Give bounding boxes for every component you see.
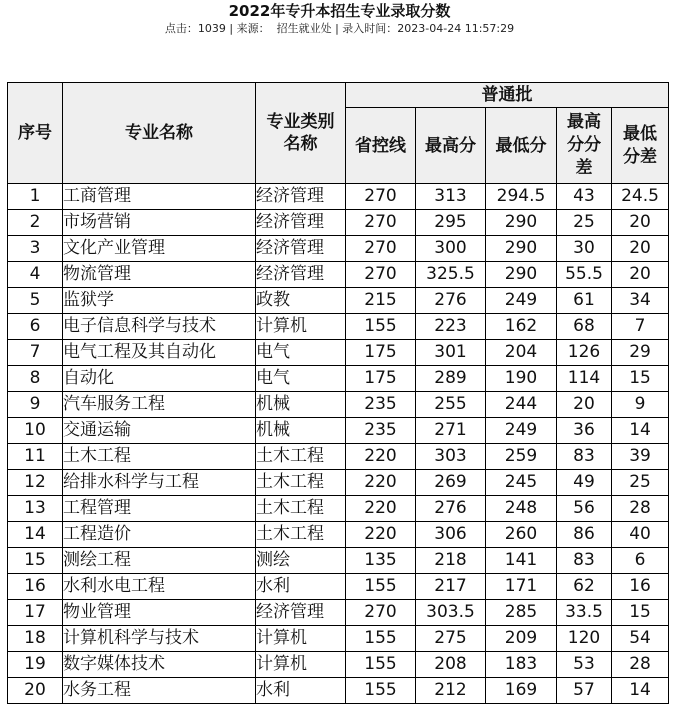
cell-min-diff: 40	[612, 522, 669, 548]
cell-min-diff: 14	[612, 678, 669, 704]
article-meta	[0, 21, 679, 37]
cell-max-diff: 56	[557, 496, 612, 522]
cell-index: 14	[8, 522, 63, 548]
cell-max-score: 271	[416, 418, 486, 444]
meta-separator: |	[225, 22, 237, 35]
cell-min-score: 162	[486, 314, 557, 340]
table-row	[8, 236, 669, 262]
cell-min-score: 285	[486, 600, 557, 626]
cell-major-name: 物流管理	[63, 262, 256, 288]
table-row	[8, 600, 669, 626]
cell-max-score: 325.5	[416, 262, 486, 288]
page-title: 2022年专升本招生专业录取分数	[228, 2, 451, 20]
cell-max-diff: 53	[557, 652, 612, 678]
cell-min-score: 290	[486, 210, 557, 236]
cell-control-line: 220	[346, 444, 416, 470]
cell-min-score: 169	[486, 678, 557, 704]
table-row	[8, 392, 669, 418]
cell-max-score: 306	[416, 522, 486, 548]
cell-min-score: 249	[486, 288, 557, 314]
cell-index: 8	[8, 366, 63, 392]
cell-max-score: 300	[416, 236, 486, 262]
cell-control-line: 270	[346, 210, 416, 236]
cell-max-diff: 57	[557, 678, 612, 704]
cell-control-line: 155	[346, 626, 416, 652]
entry-time: 录入时间：2023-04-24 11:57:29	[342, 22, 515, 35]
cell-index: 10	[8, 418, 63, 444]
cell-max-diff: 120	[557, 626, 612, 652]
header-min-score: 最低分	[486, 108, 557, 184]
cell-major-name: 水利水电工程	[63, 574, 256, 600]
cell-max-score: 276	[416, 288, 486, 314]
cell-max-diff: 62	[557, 574, 612, 600]
cell-category: 经济管理	[256, 236, 346, 262]
cell-index: 2	[8, 210, 63, 236]
cell-max-diff: 83	[557, 548, 612, 574]
cell-category: 土木工程	[256, 470, 346, 496]
cell-min-diff: 34	[612, 288, 669, 314]
cell-max-score: 295	[416, 210, 486, 236]
cell-control-line: 155	[346, 652, 416, 678]
cell-min-score: 245	[486, 470, 557, 496]
cell-index: 7	[8, 340, 63, 366]
cell-min-diff: 9	[612, 392, 669, 418]
cell-max-diff: 49	[557, 470, 612, 496]
cell-index: 20	[8, 678, 63, 704]
cell-max-score: 255	[416, 392, 486, 418]
cell-max-score: 218	[416, 548, 486, 574]
table-row	[8, 210, 669, 236]
cell-major-name: 数字媒体技术	[63, 652, 256, 678]
cell-category: 电气	[256, 366, 346, 392]
cell-index: 1	[8, 184, 63, 210]
cell-max-score: 269	[416, 470, 486, 496]
table-row	[8, 470, 669, 496]
cell-category: 经济管理	[256, 184, 346, 210]
cell-max-diff: 33.5	[557, 600, 612, 626]
cell-major-name: 汽车服务工程	[63, 392, 256, 418]
cell-major-name: 监狱学	[63, 288, 256, 314]
cell-max-diff: 43	[557, 184, 612, 210]
cell-category: 政教	[256, 288, 346, 314]
header-control-line: 省控线	[346, 108, 416, 184]
cell-min-score: 204	[486, 340, 557, 366]
cell-max-diff: 126	[557, 340, 612, 366]
cell-min-diff: 28	[612, 652, 669, 678]
cell-min-diff: 15	[612, 366, 669, 392]
cell-category: 电气	[256, 340, 346, 366]
header-major-name: 专业名称	[63, 83, 256, 184]
cell-major-name: 交通运输	[63, 418, 256, 444]
table-row	[8, 548, 669, 574]
cell-major-name: 工程管理	[63, 496, 256, 522]
table-row	[8, 626, 669, 652]
cell-index: 18	[8, 626, 63, 652]
cell-max-score: 303.5	[416, 600, 486, 626]
cell-min-diff: 20	[612, 236, 669, 262]
cell-max-diff: 36	[557, 418, 612, 444]
cell-max-score: 313	[416, 184, 486, 210]
cell-max-diff: 30	[557, 236, 612, 262]
cell-control-line: 220	[346, 522, 416, 548]
table-header	[8, 83, 669, 184]
cell-min-diff: 54	[612, 626, 669, 652]
cell-control-line: 220	[346, 470, 416, 496]
cell-max-diff: 86	[557, 522, 612, 548]
cell-min-diff: 29	[612, 340, 669, 366]
cell-category: 机械	[256, 418, 346, 444]
cell-control-line: 270	[346, 600, 416, 626]
cell-control-line: 215	[346, 288, 416, 314]
meta-separator: |	[331, 22, 343, 35]
cell-control-line: 155	[346, 574, 416, 600]
cell-category: 经济管理	[256, 210, 346, 236]
cell-major-name: 工程造价	[63, 522, 256, 548]
cell-index: 17	[8, 600, 63, 626]
table-row	[8, 418, 669, 444]
click-count: 点击：1039	[164, 22, 226, 35]
cell-major-name: 文化产业管理	[63, 236, 256, 262]
header-max-score: 最高分	[416, 108, 486, 184]
header-group-regular-batch: 普通批	[346, 83, 669, 108]
cell-control-line: 270	[346, 184, 416, 210]
cell-max-diff: 61	[557, 288, 612, 314]
cell-major-name: 市场营销	[63, 210, 256, 236]
cell-max-diff: 83	[557, 444, 612, 470]
table-row	[8, 574, 669, 600]
cell-major-name: 土木工程	[63, 444, 256, 470]
cell-major-name: 测绘工程	[63, 548, 256, 574]
cell-index: 19	[8, 652, 63, 678]
cell-index: 11	[8, 444, 63, 470]
cell-control-line: 220	[346, 496, 416, 522]
table-row	[8, 340, 669, 366]
cell-category: 水利	[256, 574, 346, 600]
cell-category: 计算机	[256, 314, 346, 340]
cell-max-diff: 20	[557, 392, 612, 418]
table-row	[8, 366, 669, 392]
cell-max-diff: 55.5	[557, 262, 612, 288]
cell-major-name: 电子信息科学与技术	[63, 314, 256, 340]
cell-min-diff: 7	[612, 314, 669, 340]
cell-category: 经济管理	[256, 262, 346, 288]
cell-category: 测绘	[256, 548, 346, 574]
cell-index: 12	[8, 470, 63, 496]
table-row	[8, 678, 669, 704]
cell-control-line: 155	[346, 314, 416, 340]
cell-control-line: 155	[346, 678, 416, 704]
cell-max-score: 208	[416, 652, 486, 678]
cell-category: 土木工程	[256, 444, 346, 470]
table-row	[8, 184, 669, 210]
cell-min-diff: 24.5	[612, 184, 669, 210]
cell-index: 15	[8, 548, 63, 574]
cell-min-diff: 25	[612, 470, 669, 496]
cell-max-score: 223	[416, 314, 486, 340]
cell-index: 4	[8, 262, 63, 288]
cell-min-score: 209	[486, 626, 557, 652]
cell-index: 3	[8, 236, 63, 262]
cell-max-score: 217	[416, 574, 486, 600]
cell-max-score: 276	[416, 496, 486, 522]
cell-min-score: 183	[486, 652, 557, 678]
cell-min-diff: 15	[612, 600, 669, 626]
cell-min-diff: 20	[612, 210, 669, 236]
cell-min-diff: 20	[612, 262, 669, 288]
header-category: 专业类别名称	[256, 83, 346, 184]
cell-category: 计算机	[256, 652, 346, 678]
cell-category: 土木工程	[256, 496, 346, 522]
cell-min-score: 141	[486, 548, 557, 574]
cell-major-name: 给排水科学与工程	[63, 470, 256, 496]
cell-min-score: 290	[486, 262, 557, 288]
cell-control-line: 270	[346, 236, 416, 262]
cell-control-line: 270	[346, 262, 416, 288]
table-row	[8, 496, 669, 522]
cell-major-name: 工商管理	[63, 184, 256, 210]
cell-category: 计算机	[256, 626, 346, 652]
cell-min-score: 249	[486, 418, 557, 444]
table-body	[8, 184, 669, 704]
cell-control-line: 175	[346, 340, 416, 366]
cell-min-score: 260	[486, 522, 557, 548]
header-max-diff: 最高分分差	[557, 108, 612, 184]
cell-min-diff: 28	[612, 496, 669, 522]
cell-max-diff: 68	[557, 314, 612, 340]
cell-min-diff: 6	[612, 548, 669, 574]
cell-index: 6	[8, 314, 63, 340]
cell-control-line: 175	[346, 366, 416, 392]
cell-max-diff: 114	[557, 366, 612, 392]
cell-min-score: 248	[486, 496, 557, 522]
cell-min-score: 290	[486, 236, 557, 262]
header-index: 序号	[8, 83, 63, 184]
cell-max-diff: 25	[557, 210, 612, 236]
cell-min-diff: 16	[612, 574, 669, 600]
cell-index: 5	[8, 288, 63, 314]
cell-max-score: 301	[416, 340, 486, 366]
cell-major-name: 自动化	[63, 366, 256, 392]
cell-major-name: 水务工程	[63, 678, 256, 704]
cell-category: 水利	[256, 678, 346, 704]
cell-control-line: 135	[346, 548, 416, 574]
table-row	[8, 262, 669, 288]
table-row	[8, 652, 669, 678]
admission-score-table	[7, 82, 669, 704]
cell-max-score: 275	[416, 626, 486, 652]
cell-min-score: 244	[486, 392, 557, 418]
cell-index: 13	[8, 496, 63, 522]
table-row	[8, 288, 669, 314]
cell-major-name: 物业管理	[63, 600, 256, 626]
cell-max-score: 212	[416, 678, 486, 704]
cell-category: 经济管理	[256, 600, 346, 626]
cell-index: 16	[8, 574, 63, 600]
cell-major-name: 电气工程及其自动化	[63, 340, 256, 366]
cell-min-diff: 39	[612, 444, 669, 470]
cell-category: 机械	[256, 392, 346, 418]
cell-min-score: 294.5	[486, 184, 557, 210]
source-label: 来源： 招生就业处	[236, 22, 332, 35]
cell-control-line: 235	[346, 392, 416, 418]
cell-max-score: 289	[416, 366, 486, 392]
table-row	[8, 444, 669, 470]
cell-index: 9	[8, 392, 63, 418]
header-min-diff: 最低分差	[612, 108, 669, 184]
cell-min-score: 259	[486, 444, 557, 470]
cell-control-line: 235	[346, 418, 416, 444]
cell-min-score: 190	[486, 366, 557, 392]
cell-max-score: 303	[416, 444, 486, 470]
cell-min-diff: 14	[612, 418, 669, 444]
cell-category: 土木工程	[256, 522, 346, 548]
table-row	[8, 314, 669, 340]
cell-min-score: 171	[486, 574, 557, 600]
cell-major-name: 计算机科学与技术	[63, 626, 256, 652]
table-row	[8, 522, 669, 548]
